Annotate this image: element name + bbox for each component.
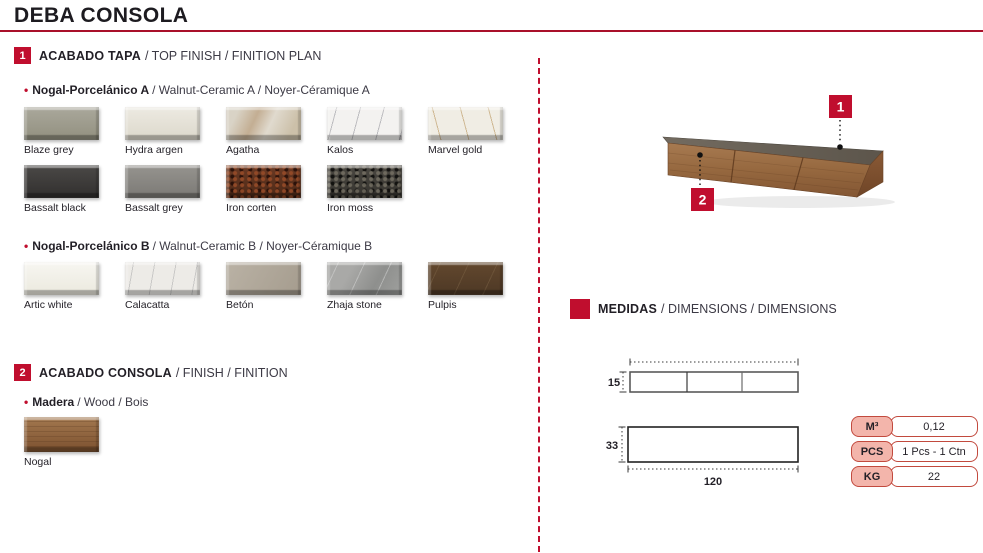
depth-dimension-label: 15 [607, 377, 621, 389]
swatch-tile [125, 165, 200, 198]
swatch-kalos [327, 107, 428, 156]
swatch-blaze-grey [24, 107, 125, 156]
swatch-label: Artic white [24, 299, 73, 311]
swatch-pulpis [428, 262, 529, 311]
swatch-tile [24, 417, 99, 452]
section-dimensions-title-intl: / DIMENSIONS / DIMENSIONS [661, 302, 837, 316]
swatch-tile [327, 107, 402, 140]
swatch-hydra-argen [125, 107, 226, 156]
red-square-icon [570, 299, 590, 319]
swatch-label: Calacatta [125, 299, 170, 311]
spec-row-m3 [851, 416, 978, 437]
title-underline [0, 30, 983, 32]
group-b-name-intl: / Walnut-Ceramic B / Noyer-Céramique B [152, 239, 373, 253]
group-a-name-es: Nogal-Porcelánico A [32, 83, 150, 97]
group-b-swatches [24, 262, 529, 311]
section-top-finish-header [14, 47, 321, 64]
swatch-tile [226, 107, 301, 140]
swatch-bassalt-grey [125, 165, 226, 214]
swatch-label: Bassalt grey [125, 202, 183, 214]
section-finish-title-intl: / FINISH / FINITION [175, 365, 288, 380]
section-finish-title-es: ACABADO CONSOLA [39, 365, 172, 380]
top-view-width-extent [630, 359, 798, 366]
spec-value: 1 Pcs - 1 Ctn [890, 441, 978, 462]
spec-label: KG [851, 466, 893, 487]
group-a-name-intl: / Walnut-Ceramic A / Noyer-Céramique A [152, 83, 370, 97]
swatch-tile [125, 262, 200, 295]
swatch-label: Nogal [24, 456, 52, 468]
swatch-label: Agatha [226, 144, 260, 156]
swatch-label: Iron moss [327, 202, 374, 214]
swatch-label: Kalos [327, 144, 354, 156]
swatch-agatha [226, 107, 327, 156]
swatch-tile [24, 107, 99, 140]
group-madera-swatches [24, 417, 529, 468]
swatch-tile [24, 262, 99, 295]
swatch-label: Iron corten [226, 202, 277, 214]
swatch-iron-moss [327, 165, 428, 214]
swatch-tile [226, 262, 301, 295]
spec-value: 22 [890, 466, 978, 487]
swatch-artic-white [24, 262, 125, 311]
callout-1-dot [837, 144, 843, 150]
swatch-iron-corten [226, 165, 327, 214]
section-top-finish-title-es: ACABADO TAPA [39, 48, 141, 63]
group-b-name-es: Nogal-Porcelánico B [32, 239, 150, 253]
bullet-icon: • [24, 395, 29, 409]
spec-row-kg [851, 466, 978, 487]
callout-1-badge: 1 [14, 47, 31, 64]
spec-label: PCS [851, 441, 893, 462]
height-dimension-label: 33 [605, 440, 619, 452]
swatch-label: Pulpis [428, 299, 457, 311]
callout-2-dot [697, 152, 703, 158]
callout-2-badge: 2 [14, 364, 31, 381]
group-a-swatches [24, 107, 529, 214]
group-b-title [24, 239, 372, 253]
height-extent [619, 427, 626, 462]
section-finish-header [14, 364, 288, 381]
group-a-title [24, 83, 370, 97]
column-divider [538, 58, 540, 552]
group-madera-title [24, 395, 148, 409]
console-shadow [705, 196, 895, 208]
product-figure [640, 75, 900, 245]
depth-extent [620, 372, 627, 392]
swatch-label: Blaze grey [24, 144, 74, 156]
swatch-tile [327, 262, 402, 295]
group-madera-name-es: Madera [32, 395, 75, 409]
page-title: DEBA CONSOLA [14, 4, 189, 27]
swatch-zhaja-stone [327, 262, 428, 311]
top-view-outline [630, 372, 798, 392]
swatch-label: Zhaja stone [327, 299, 382, 311]
swatch-tile [125, 107, 200, 140]
spec-value: 0,12 [890, 416, 978, 437]
section-dimensions-title-es: MEDIDAS [598, 302, 658, 316]
swatch-marvel-gold [428, 107, 529, 156]
swatch-tile [327, 165, 402, 198]
front-view-outline [628, 427, 798, 462]
figure-callout-1-label: 1 [836, 98, 845, 115]
dimension-drawings [598, 352, 808, 492]
swatch-nogal [24, 417, 125, 468]
swatch-label: Bassalt black [24, 202, 86, 214]
swatch-tile [226, 165, 301, 198]
swatch-label: Marvel gold [428, 144, 483, 156]
spec-label: M³ [851, 416, 893, 437]
width-extent [628, 466, 798, 473]
swatch-beton [226, 262, 327, 311]
swatch-bassalt-black [24, 165, 125, 214]
swatch-label: Betón [226, 299, 254, 311]
swatch-tile [428, 262, 503, 295]
section-top-finish-title-intl: / TOP FINISH / FINITION PLAN [144, 48, 322, 63]
section-dimensions-header [570, 299, 837, 319]
figure-callout-2-label: 2 [698, 191, 707, 208]
swatch-tile [428, 107, 503, 140]
swatch-label: Hydra argen [125, 144, 183, 156]
group-madera-name-intl: / Wood / Bois [77, 395, 149, 409]
spec-row-pcs [851, 441, 978, 462]
swatch-tile [24, 165, 99, 198]
bullet-icon: • [24, 83, 29, 97]
swatch-calacatta [125, 262, 226, 311]
bullet-icon: • [24, 239, 29, 253]
width-dimension-label: 120 [703, 476, 723, 488]
spec-table [851, 416, 978, 491]
